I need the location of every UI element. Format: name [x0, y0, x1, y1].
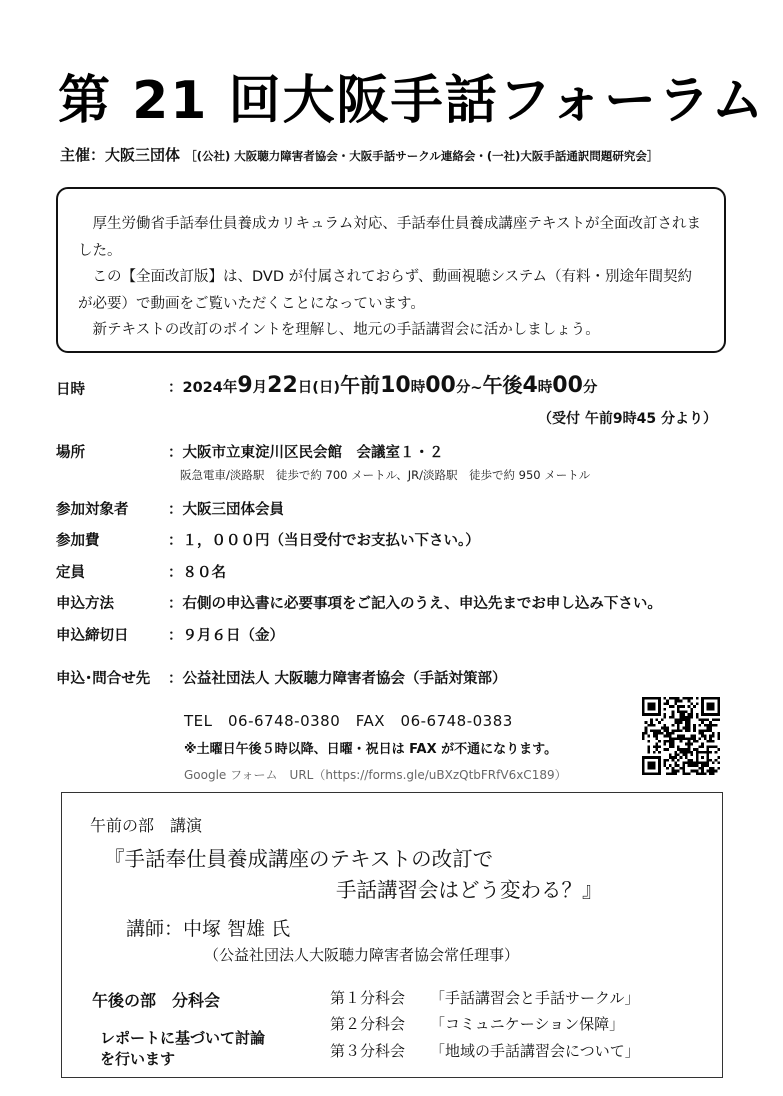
datetime-fun-1: 分~ — [455, 380, 483, 396]
qr-code[interactable] — [642, 697, 720, 775]
place-access: 阪急電車/淡路駅 徒歩で約 700 メートル、JR/淡路駅 徒歩で約 950 メートル — [180, 468, 591, 482]
inquiry-label: 申込･問合せ先 — [56, 671, 151, 687]
datetime-month: 9 — [237, 373, 253, 398]
datetime-label: 日時 — [56, 382, 85, 398]
method-label: 申込方法 — [56, 596, 114, 612]
datetime-year: 2024 — [182, 380, 223, 396]
capacity-value: ：８０名 — [168, 565, 226, 581]
pm-description-1: レポートに基づいて討論 — [100, 1029, 266, 1047]
place-value: ：大阪市立東淀川区民会館 会議室１・２ — [168, 445, 444, 461]
deadline-value: ：９月６日（金） — [168, 628, 284, 644]
tel-fax: TEL 06-6748-0380 FAX 06-6748-0383 — [184, 712, 513, 730]
datetime-gatsu: 月 — [252, 380, 268, 396]
datetime-day: 22 — [267, 373, 298, 398]
datetime-ji-2: 時 — [537, 380, 553, 396]
pm-description-2: を行います — [100, 1050, 176, 1068]
method-value: ：右側の申込書に必要事項をご記入のうえ、申込先までお申し込み下さい。 — [168, 596, 662, 612]
datetime-start-minute: 00 — [425, 373, 456, 398]
datetime-weekday: (日) — [312, 380, 341, 396]
datetime-start-hour: 10 — [380, 373, 411, 398]
session-2-topic: 「コミュニケーション保障」 — [430, 1015, 625, 1033]
lecture-title-line-1: 『手話奉仕員養成講座のテキストの改訂で — [104, 847, 494, 871]
datetime-ji-1: 時 — [410, 380, 426, 396]
intro-paragraph-1: 厚生労働省手話奉仕員養成カリキュラム対応、手話奉仕員養成講座テキストが全面改訂されました。 — [78, 216, 702, 259]
session-1-topic: 「手話講習会と手話サークル」 — [430, 989, 640, 1007]
inquiry-value: ：公益社団法人 大阪聴力障害者協会（手話対策部） — [168, 671, 507, 687]
intro-paragraph-3: 新テキストの改訂のポイントを理解し、地元の手話講習会に活かしましょう。 — [92, 322, 600, 338]
intro-paragraph-2: この【全面改訂版】は、DVD が付属されておらず、動画視聴システム（有料・別途年間契約が必要）で動画をご覧いただくことになっています。 — [78, 269, 692, 312]
fee-value: ：１，０００円（当日受付でお支払い下さい。） — [168, 533, 480, 549]
place-label: 場所 — [56, 445, 85, 461]
intro-box — [56, 187, 726, 353]
datetime-colon: ： — [168, 380, 183, 396]
datetime-end-hour: 4 — [522, 373, 538, 398]
datetime-am: 午前 — [340, 373, 381, 397]
lecturer-role: （公益社団法人大阪聴力障害者協会常任理事） — [204, 946, 520, 964]
datetime-fun-2: 分 — [582, 380, 598, 396]
fee-label: 参加費 — [56, 533, 100, 549]
datetime-value — [168, 369, 597, 398]
lecture-title-line-2: 手話講習会はどう変わる？』 — [336, 878, 603, 902]
reception-time: （受付 午前9時45 分より） — [538, 411, 717, 427]
page-title: 第 21 回大阪手話フォーラム — [58, 71, 766, 131]
fax-note: ※土曜日午後５時以降、日曜・祝日は FAX が不通になります。 — [184, 742, 558, 757]
session-3-name: 第３分科会 — [330, 1042, 406, 1060]
am-session-header: 午前の部 講演 — [90, 816, 203, 835]
deadline-label: 申込締切日 — [56, 628, 129, 644]
form-url[interactable]: Google フォーム URL（https://forms.gle/uBXzQtbFRfV6xC189） — [184, 768, 567, 782]
session-3-topic: 「地域の手話講習会について」 — [430, 1042, 640, 1060]
pm-session-header: 午後の部 分科会 — [92, 991, 221, 1010]
session-2-name: 第２分科会 — [330, 1015, 406, 1033]
organizer-main: 主催：大阪三団体 — [60, 146, 181, 164]
datetime-end-minute: 00 — [552, 373, 583, 398]
lecturer: 講師：中塚 智雄 氏 — [126, 918, 291, 940]
datetime-nen: 年 — [222, 380, 238, 396]
session-1-name: 第１分科会 — [330, 989, 406, 1007]
organizer-detail: ［(公社) 大阪聴力障害者協会・大阪手話サークル連絡会・(一社)大阪手話通訳問題研究会］ — [185, 149, 659, 163]
target-label: 参加対象者 — [56, 502, 129, 518]
datetime-nichi: 日 — [297, 380, 313, 396]
capacity-label: 定員 — [56, 565, 85, 581]
target-value: ：大阪三団体会員 — [168, 502, 284, 518]
organizer-line — [60, 144, 658, 165]
datetime-pm: 午後 — [482, 373, 523, 397]
